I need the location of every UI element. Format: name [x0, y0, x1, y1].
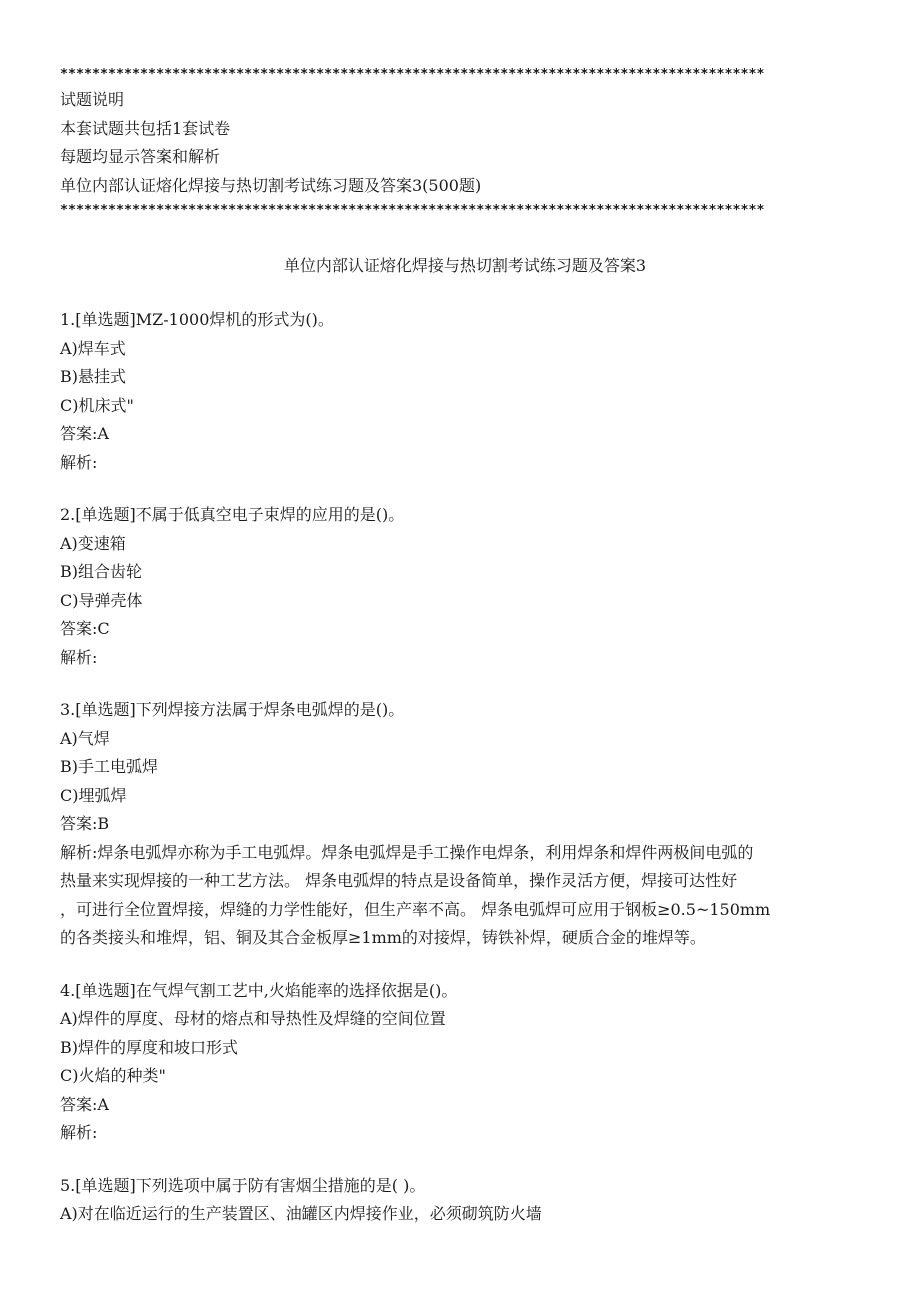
option-c: C)机床式": [60, 395, 134, 415]
answer: 答案:C: [60, 619, 110, 638]
analysis-line: 的各类接头和堆焊，铝、铜及其合金板厚≥1mm的对接焊，铸铁补焊，硬质合金的堆焊等。: [60, 928, 706, 947]
option-a: A)变速箱: [60, 533, 126, 553]
analysis-line: ，可进行全位置焊接，焊缝的力学性能好，但生产率不高。 焊条电弧焊可应用于钢板≥0.5~150mm: [60, 899, 771, 919]
question-1: [60, 306, 870, 477]
analysis: 解析:: [60, 1123, 98, 1142]
option-c: C)导弹壳体: [60, 590, 143, 610]
question-2: [60, 501, 870, 672]
header-line-notes: 试题说明: [60, 90, 125, 109]
header-line-name: 单位内部认证熔化焊接与热切割考试练习题及答案3(500题): [60, 175, 482, 195]
analysis: 解析:: [60, 647, 98, 667]
separator-stars-bottom: ****************************************************************************************: [60, 203, 765, 218]
answer: 答案:A: [60, 424, 109, 443]
analysis: 解析:: [60, 452, 98, 472]
header-line-display: 每题均显示答案和解析: [60, 147, 221, 166]
option-a: A)气焊: [60, 728, 110, 748]
option-c: C)火焰的种类": [60, 1066, 166, 1085]
question-stem: 1.[单选题]MZ-1000焊机的形式为()。: [60, 310, 334, 329]
option-a: A)焊车式: [60, 338, 126, 358]
answer: 答案:B: [60, 814, 110, 833]
question-stem: 2.[单选题]不属于低真空电子束焊的应用的是()。: [60, 505, 405, 524]
question-stem: 4.[单选题]在气焊气割工艺中,火焰能率的选择依据是()。: [60, 980, 458, 1000]
separator-stars-top: ****************************************************************************************: [60, 67, 765, 82]
question-stem: 3.[单选题]下列焊接方法属于焊条电弧焊的是()。: [60, 700, 405, 719]
option-a: A)焊件的厚度、母材的熔点和导热性及焊缝的空间位置: [60, 1009, 446, 1028]
question-5: [60, 1172, 870, 1229]
analysis-line: 解析:焊条电弧焊亦称为手工电弧焊。焊条电弧焊是手工操作电焊条，利用焊条和焊件两极间电弧的: [60, 842, 754, 862]
question-4: [60, 977, 870, 1148]
option-b: B)焊件的厚度和坡口形式: [60, 1037, 239, 1057]
analysis-line: 热量来实现焊接的一种工艺方法。 焊条电弧焊的特点是设备简单，操作灵活方便，焊接可达性好: [60, 871, 738, 890]
question-3: [60, 696, 870, 953]
page-title: 单位内部认证熔化焊接与热切割考试练习题及答案3: [283, 256, 647, 275]
option-b: B)手工电弧焊: [60, 757, 159, 776]
header-line-count: 本套试题共包括1套试卷: [60, 118, 231, 138]
answer: 答案:A: [60, 1094, 109, 1114]
question-stem: 5.[单选题]下列选项中属于防有害烟尘措施的是( )。: [60, 1175, 426, 1195]
option-b: B)组合齿轮: [60, 562, 143, 581]
document-page: [60, 64, 870, 1253]
option-c: C)埋弧焊: [60, 785, 127, 805]
option-a: A)对在临近运行的生产装置区、油罐区内焊接作业，必须砌筑防火墙: [60, 1204, 542, 1223]
option-b: B)悬挂式: [60, 367, 127, 386]
